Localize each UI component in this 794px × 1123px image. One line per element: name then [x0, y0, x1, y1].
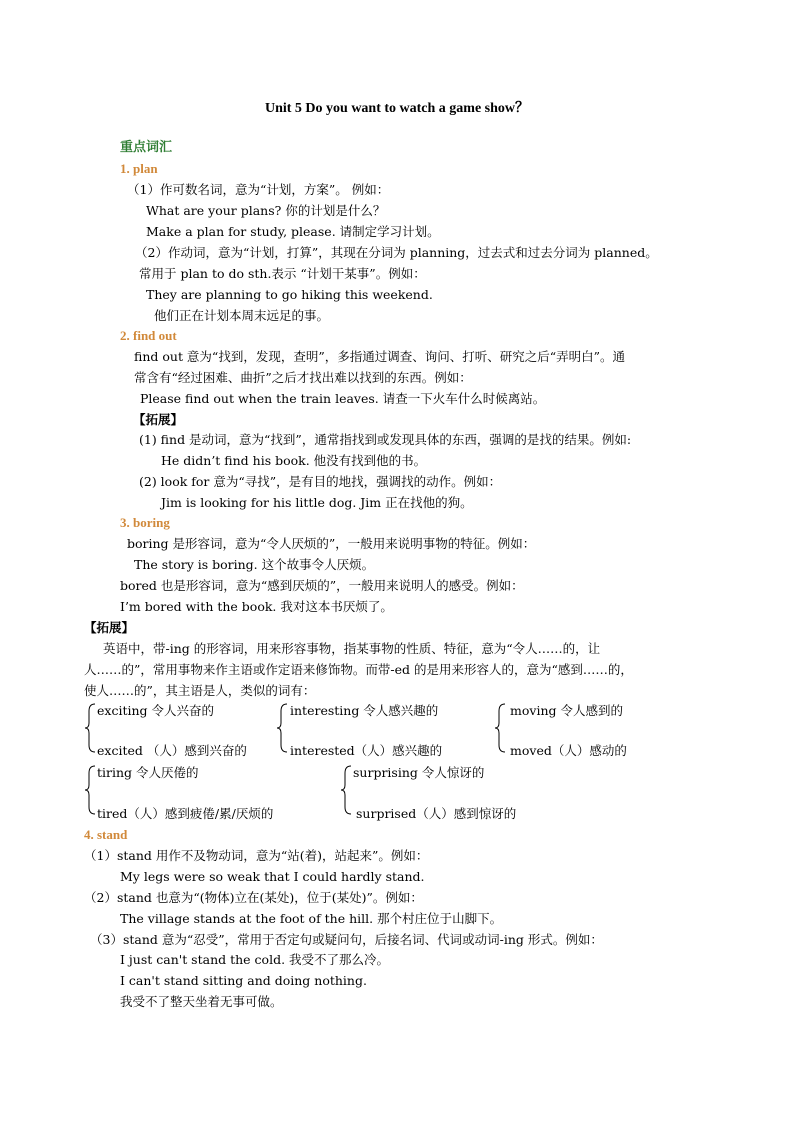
stand-line-7: I can't stand sitting and doing nothing. [120, 973, 367, 988]
extension-para-1: 英语中，带-ing 的形容词，用来形容事物，指某事物的性质、特征，意为“令人……的，让 [103, 641, 601, 656]
plan-line-6: They are planning to go hiking this weekend. [146, 287, 433, 302]
brace-icon [340, 765, 352, 815]
plan-line-5: 常用于 plan to do sth.表示 “计划干某事”。例如： [139, 266, 426, 281]
word-pair-5-ing: surprising 令人惊讶的 [353, 765, 485, 780]
word-pair-3-ed: moved（人）感动的 [510, 743, 627, 758]
word-pair-3-ing: moving 令人感到的 [510, 703, 623, 718]
brace-icon [84, 703, 96, 753]
findout-extension-label: 【拓展】 [133, 412, 184, 427]
word-pair-2-ed: interested（人）感兴趣的 [290, 743, 443, 758]
findout-line-3: Please find out when the train leaves. 请查一下火车什么时候离站。 [140, 391, 546, 406]
findout-line-1: find out 意为“找到，发现，查明”，多指通过调查、询问、打听、研究之后“弄明白”。通 [134, 349, 625, 364]
word-pair-4-ed: tired（人）感到疲倦/累/厌烦的 [97, 806, 274, 821]
stand-line-4: The village stands at the foot of the hill. 那个村庄位于山脚下。 [120, 911, 503, 926]
boring-line-2: The story is boring. 这个故事令人厌烦。 [134, 557, 375, 572]
word-pair-1-ing: exciting 令人兴奋的 [97, 703, 214, 718]
word-pair-1-ed: excited （人）感到兴奋的 [97, 743, 247, 758]
boring-line-1: boring 是形容词，意为“令人厌烦的”，一般用来说明事物的特征。例如： [127, 536, 536, 551]
stand-line-2: My legs were so weak that I could hardly stand. [120, 869, 425, 884]
page-title: Unit 5 Do you want to watch a game show？ [264, 101, 530, 116]
stand-line-3: （2）stand 也意为“(物体)立在(某处)，位于(某处)”。例如： [84, 890, 423, 905]
brace-icon [84, 765, 96, 815]
heading-find-out: 2. find out [120, 328, 177, 343]
plan-line-1: （1）作可数名词，意为“计划，方案”。 例如： [127, 182, 390, 197]
stand-line-1: （1）stand 用作不及物动词，意为“站(着)，站起来”。例如： [84, 848, 429, 863]
extension-para-2: 人……的”，常用事物来作主语或作定语来修饰物。而带-ed 的是用来形容人的，意为“感到……的， [84, 662, 633, 677]
heading-plan: 1. plan [120, 161, 158, 176]
plan-line-4: （2）作动词，意为“计划，打算”，其现在分词为 planning，过去式和过去分词为 planned。 [135, 245, 658, 260]
word-pair-2-ing: interesting 令人感兴趣的 [290, 703, 439, 718]
word-pair-4-ing: tiring 令人厌倦的 [97, 765, 199, 780]
plan-line-3: Make a plan for study, please. 请制定学习计划。 [146, 224, 440, 239]
stand-line-5: （3）stand 意为“忍受”，常用于否定句或疑问句，后接名词、代词或动词-ing 形式。例如： [90, 932, 603, 947]
plan-line-2: What are your plans? 你的计划是什么？ [146, 203, 386, 218]
plan-line-7: 他们正在计划本周末远足的事。 [154, 308, 330, 323]
brace-icon [494, 703, 506, 753]
findout-line-5: He didn’t find his book. 他没有找到他的书。 [161, 453, 427, 468]
findout-line-6: (2) look for 意为“寻找”，是有目的地找，强调找的动作。例如： [139, 474, 502, 489]
boring-line-3: bored 也是形容词，意为“感到厌烦的”，一般用来说明人的感受。例如： [120, 578, 524, 593]
word-pair-5-ed: surprised（人）感到惊讶的 [356, 806, 517, 821]
boring-line-4: I’m bored with the book. 我对这本书厌烦了。 [120, 599, 393, 614]
brace-icon [276, 703, 288, 753]
stand-line-6: I just can't stand the cold. 我受不了那么冷。 [120, 952, 390, 967]
extension-para-3: 使人……的”，其主语是人，类似的词有： [84, 683, 316, 698]
section-header: 重点词汇 [120, 140, 173, 155]
findout-line-2: 常含有“经过困难、曲折”之后才找出难以找到的东西。例如： [134, 370, 472, 385]
heading-boring: 3. boring [120, 515, 170, 530]
stand-line-8: 我受不了整天坐着无事可做。 [120, 994, 283, 1009]
extension-label: 【拓展】 [84, 620, 135, 635]
heading-stand: 4. stand [84, 827, 128, 842]
findout-line-7: Jim is looking for his little dog. Jim 正在找他的狗。 [161, 495, 473, 510]
findout-line-4: (1) find 是动词，意为“找到”，通常指找到或发现具体的东西，强调的是找的结果。例如: [139, 432, 632, 447]
